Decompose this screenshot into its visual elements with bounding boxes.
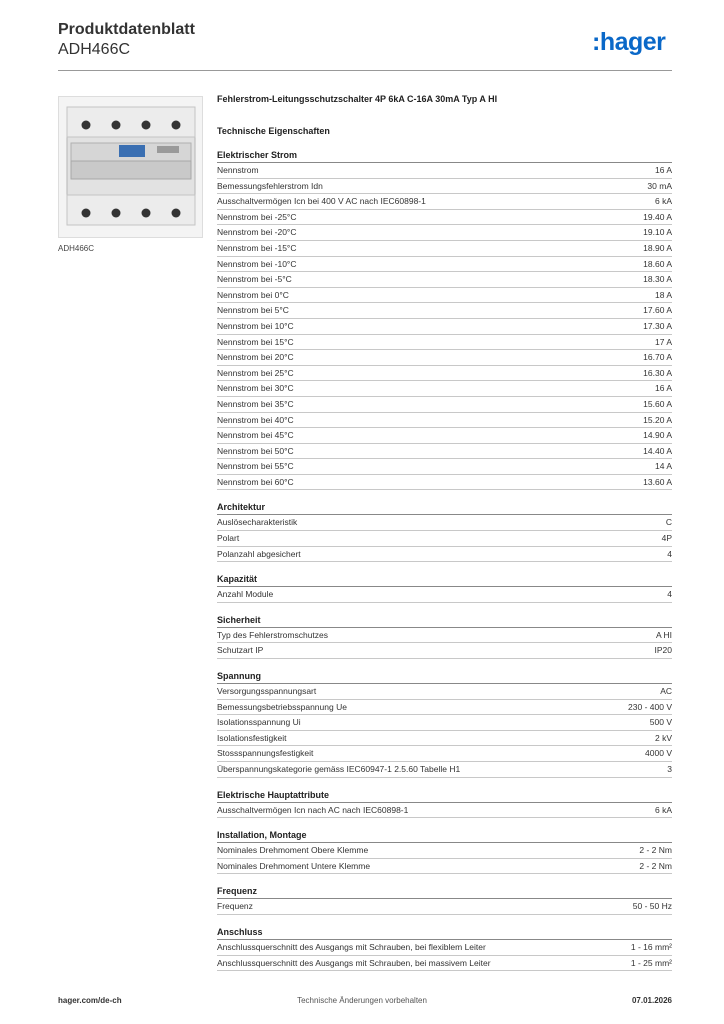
- spec-label: Nennstrom bei 5°C: [217, 305, 289, 316]
- page-title: Produktdatenblatt: [58, 21, 195, 38]
- spec-section: [217, 500, 672, 562]
- spec-value: 6 kA: [654, 804, 672, 815]
- spec-row: [217, 803, 672, 819]
- spec-value: A HI: [655, 629, 672, 640]
- spec-label: Nennstrom bei -5°C: [217, 274, 292, 285]
- spec-row: [217, 762, 672, 778]
- spec-value: 16.70 A: [643, 352, 672, 363]
- spec-value: 15.60 A: [643, 398, 672, 409]
- spec-label: Nominales Drehmoment Untere Klemme: [217, 860, 371, 871]
- spec-label: Nennstrom bei 20°C: [217, 352, 294, 363]
- spec-label: Nennstrom bei 55°C: [217, 461, 294, 472]
- spec-value: 4000 V: [645, 748, 672, 759]
- spec-row: [217, 843, 672, 859]
- spec-value: 500 V: [649, 717, 672, 728]
- spec-label: Isolationsfestigkeit: [217, 732, 287, 743]
- spec-section: [217, 613, 672, 659]
- technical-properties-heading: Technische Eigenschaften: [217, 126, 330, 136]
- spec-row: [217, 715, 672, 731]
- spec-value: 17.30 A: [643, 320, 672, 331]
- spec-row: [217, 319, 672, 335]
- spec-value: 17.60 A: [643, 305, 672, 316]
- spec-value: IP20: [654, 645, 672, 656]
- spec-section: [217, 669, 672, 778]
- spec-value: 16 A: [654, 165, 672, 175]
- spec-section: [217, 828, 672, 874]
- spec-row: [217, 587, 672, 603]
- spec-row: [217, 272, 672, 288]
- spec-value: 6 kA: [654, 196, 672, 207]
- spec-value: 2 kV: [654, 732, 672, 743]
- spec-label: Nennstrom bei 25°C: [217, 367, 294, 378]
- spec-value: 14 A: [654, 461, 672, 472]
- spec-label: Nennstrom bei 0°C: [217, 289, 289, 300]
- spec-row: [217, 700, 672, 716]
- spec-section: [217, 572, 672, 603]
- spec-row: [217, 643, 672, 659]
- spec-section: [217, 788, 672, 819]
- spec-row: [217, 225, 672, 241]
- spec-row: [217, 940, 672, 956]
- spec-row: [217, 210, 672, 226]
- spec-row: [217, 684, 672, 700]
- product-name: Fehlerstrom-Leitungsschutzschalter 4P 6kA C-16A 30mA Typ A HI: [217, 94, 498, 104]
- spec-label: Nennstrom bei -10°C: [217, 258, 297, 269]
- spec-value: 14.90 A: [643, 430, 672, 441]
- spec-section: [217, 925, 672, 971]
- spec-row: [217, 547, 672, 563]
- spec-value: 2 - 2 Nm: [639, 860, 672, 871]
- spec-row: [217, 194, 672, 210]
- footer-website-link[interactable]: hager.com/de-ch: [58, 996, 122, 1005]
- spec-label: Nennstrom bei 35°C: [217, 398, 294, 409]
- spec-value: 17 A: [654, 336, 672, 347]
- spec-value: 30 mA: [647, 180, 672, 191]
- spec-sections: [217, 148, 672, 971]
- spec-value: 50 - 50 Hz: [632, 901, 672, 912]
- spec-label: Nennstrom bei 15°C: [217, 336, 294, 347]
- spec-row: [217, 731, 672, 747]
- hager-logo: :hager: [592, 28, 666, 56]
- spec-value: C: [665, 517, 672, 528]
- section-title: Frequenz: [217, 884, 672, 899]
- spec-value: 1 - 25 mm²: [630, 957, 672, 968]
- spec-row: [217, 459, 672, 475]
- spec-row: [217, 746, 672, 762]
- spec-label: Anschlussquerschnitt des Ausgangs mit Schrauben, bei massivem Leiter: [217, 957, 491, 968]
- spec-label: Polart: [217, 533, 240, 544]
- spec-row: [217, 899, 672, 915]
- spec-row: [217, 335, 672, 351]
- spec-row: [217, 956, 672, 972]
- spec-label: Stossspannungsfestigkeit: [217, 748, 314, 759]
- spec-value: 4P: [661, 533, 672, 544]
- footer-disclaimer: Technische Änderungen vorbehalten: [297, 996, 427, 1005]
- spec-row: [217, 241, 672, 257]
- spec-label: Frequenz: [217, 901, 253, 912]
- spec-label: Schutzart IP: [217, 645, 264, 656]
- spec-label: Nennstrom bei 45°C: [217, 430, 294, 441]
- spec-row: [217, 397, 672, 413]
- section-title: Installation, Montage: [217, 828, 672, 843]
- spec-value: AC: [660, 686, 672, 697]
- section-title: Architektur: [217, 500, 672, 515]
- spec-value: 14.40 A: [643, 445, 672, 456]
- spec-value: 16 A: [654, 383, 672, 394]
- section-title: Anschluss: [217, 925, 672, 940]
- spec-label: Nennstrom bei -20°C: [217, 227, 297, 238]
- section-title: Kapazität: [217, 572, 672, 587]
- spec-value: 230 - 400 V: [628, 701, 672, 712]
- spec-value: 13.60 A: [643, 476, 672, 487]
- spec-value: 18.60 A: [643, 258, 672, 269]
- spec-value: 18.90 A: [643, 242, 672, 253]
- section-title: Elektrische Hauptattribute: [217, 788, 672, 803]
- spec-label: Nennstrom bei 10°C: [217, 320, 294, 331]
- spec-label: Ausschaltvermögen Icn bei 400 V AC nach IEC60898-1: [217, 196, 426, 207]
- spec-label: Nennstrom bei 50°C: [217, 445, 294, 456]
- image-caption: ADH466C: [58, 244, 95, 253]
- spec-label: Versorgungsspannungsart: [217, 686, 317, 697]
- spec-row: [217, 350, 672, 366]
- circuit-breaker-illustration: [59, 97, 202, 237]
- spec-label: Nennstrom bei 60°C: [217, 476, 294, 487]
- spec-row: [217, 257, 672, 273]
- spec-value: 3: [667, 764, 672, 774]
- spec-label: Nennstrom bei 30°C: [217, 383, 294, 394]
- spec-label: Nennstrom bei -25°C: [217, 211, 297, 222]
- spec-row: [217, 366, 672, 382]
- spec-label: Polanzahl abgesichert: [217, 548, 301, 559]
- spec-value: 18.30 A: [643, 274, 672, 285]
- footer-date: 07.01.2026: [631, 996, 672, 1005]
- spec-row: [217, 444, 672, 460]
- spec-row: [217, 381, 672, 397]
- section-title: Elektrischer Strom: [217, 148, 672, 163]
- section-title: Sicherheit: [217, 613, 672, 628]
- spec-label: Bemessungsfehlerstrom Idn: [217, 180, 323, 191]
- spec-value: 4: [667, 589, 672, 600]
- spec-label: Nennstrom bei -15°C: [217, 242, 297, 253]
- spec-value: 19.40 A: [643, 211, 672, 222]
- spec-label: Isolationsspannung Ui: [217, 717, 301, 728]
- spec-row: [217, 515, 672, 531]
- spec-row: [217, 303, 672, 319]
- spec-label: Bemessungsbetriebsspannung Ue: [217, 701, 347, 712]
- spec-value: 18 A: [654, 289, 672, 300]
- spec-row: [217, 179, 672, 195]
- spec-label: Anzahl Module: [217, 589, 274, 600]
- spec-value: 4: [667, 548, 672, 559]
- spec-row: [217, 628, 672, 644]
- header-divider: [58, 70, 672, 71]
- spec-row: [217, 475, 672, 491]
- section-title: Spannung: [217, 669, 672, 684]
- spec-row: [217, 413, 672, 429]
- spec-section: [217, 148, 672, 490]
- spec-label: Anschlussquerschnitt des Ausgangs mit Schrauben, bei flexiblem Leiter: [217, 941, 486, 952]
- spec-value: 1 - 16 mm²: [630, 941, 672, 952]
- spec-label: Nominales Drehmoment Obere Klemme: [217, 845, 369, 856]
- spec-section: [217, 884, 672, 915]
- spec-row: [217, 428, 672, 444]
- spec-row: [217, 288, 672, 304]
- page-header: [58, 20, 195, 60]
- spec-label: Typ des Fehlerstromschutzes: [217, 629, 329, 640]
- spec-value: 15.20 A: [643, 414, 672, 425]
- spec-value: 19.10 A: [643, 227, 672, 238]
- product-details: [217, 92, 672, 981]
- spec-row: [217, 859, 672, 875]
- spec-label: Auslösecharakteristik: [217, 517, 298, 528]
- spec-value: 2 - 2 Nm: [639, 845, 672, 856]
- spec-row: [217, 163, 672, 179]
- spec-label: Nennstrom bei 40°C: [217, 414, 294, 425]
- spec-row: [217, 531, 672, 547]
- product-image: [58, 96, 203, 238]
- spec-label: Ausschaltvermögen Icn nach AC nach IEC60898-1: [217, 804, 409, 815]
- spec-label: Nennstrom: [217, 165, 259, 175]
- spec-value: 16.30 A: [643, 367, 672, 378]
- product-code: ADH466C: [58, 41, 131, 58]
- spec-label: Überspannungskategorie gemäss IEC60947-1 2.5.60 Tabelle H1: [217, 764, 461, 774]
